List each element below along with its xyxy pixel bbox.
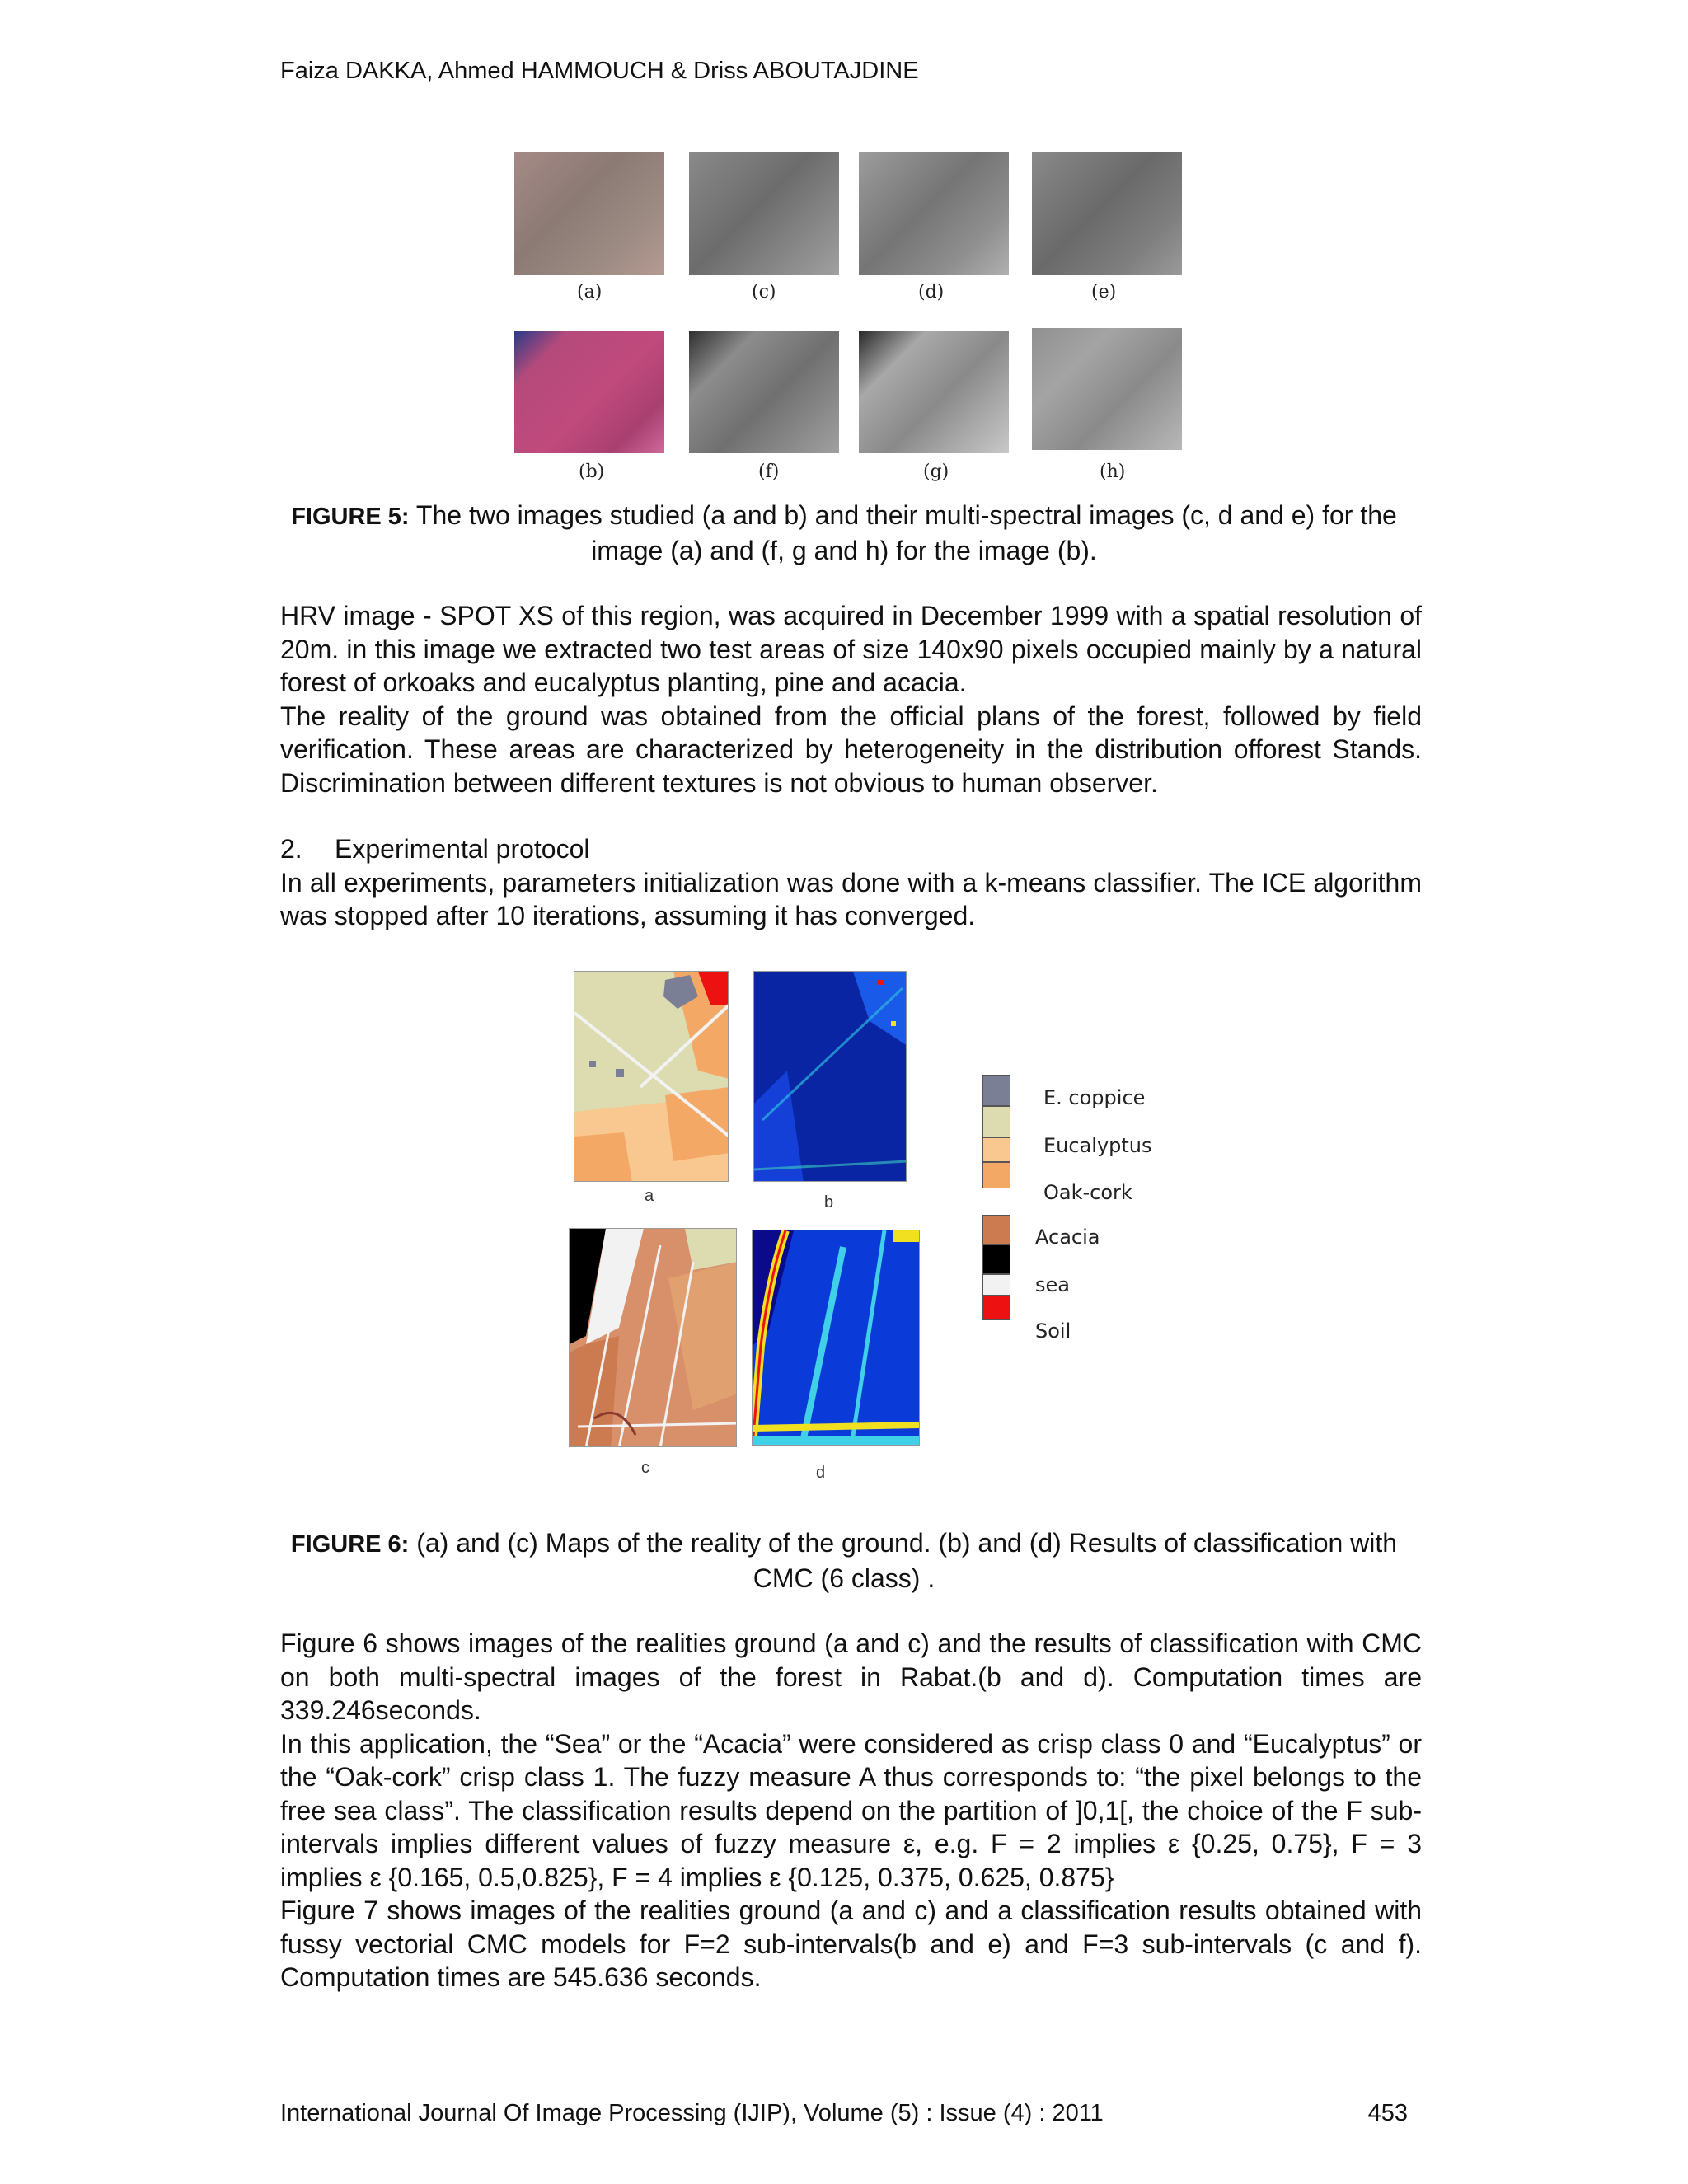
legend-label-eucalyptus: Eucalyptus [1043, 1134, 1152, 1157]
running-header: Faiza DAKKA, Ahmed HAMMOUCH & Driss ABOUTAJDINE [280, 58, 919, 84]
figure-6-caption [280, 1526, 1408, 1596]
page-number: 453 [1367, 2100, 1408, 2126]
legend-swatch-acacia [982, 1215, 1010, 1244]
figure-6-label-a: a [645, 1187, 654, 1205]
figure-5-label-a: (a) [577, 282, 603, 302]
map-d-graphic [753, 1230, 920, 1446]
paragraph-ground-reality: The reality of the ground was obtained from the official plans of the forest, followed by field verification. These areas are characterized by heterogeneity in the distribution offorest Stands. Discrimination between different textures is not obvious to human observer. [280, 701, 1422, 798]
legend-swatch-oak-cork [982, 1162, 1010, 1188]
figure-5-label-h: (h) [1100, 462, 1126, 482]
figure-6-label-c: c [641, 1459, 649, 1477]
figure-5-label-c: (c) [752, 282, 776, 302]
legend-swatch-eucalyptus [982, 1106, 1010, 1137]
figure-5-label-g: (g) [923, 462, 950, 482]
figure-5-image-f [689, 331, 839, 453]
figure-5-image-a [514, 152, 664, 275]
legend-label-e-coppice: E. coppice [1043, 1086, 1146, 1109]
figure-5-image-b [514, 331, 664, 453]
figure-6-caption-label: FIGURE 6: [290, 1531, 410, 1558]
map-c-graphic [570, 1229, 737, 1447]
figure-6-caption-text: (a) and (c) Maps of the reality of the ground. (b) and (d) Results of classification with CMC (6 class) . [409, 1528, 1398, 1593]
figure-5-caption-text: The two images studied (a and b) and their multi-spectral images (c, d and e) for the image (a) and (f, g and h) for the image (b). [409, 500, 1397, 565]
section-experimental-protocol [280, 832, 1422, 933]
paragraph-fuzzy-measure: In this application, the “Sea” or the “Acacia” were considered as crisp class 0 and “Eucalyptus” or the “Oak-cork” crisp class 1. The fuzzy measure A thus corresponds to: “the pixel belongs to the free sea class”. The classification results depend on the partition of ]0,1[, the choice of the F sub-intervals implies different values of fuzzy measure ε, e.g. F = 2 implies ε {0.25, 0.75}, F = 3 implies ε {0.165, 0.5,0.825}, F = 4 implies ε {0.125, 0.375, 0.625, 0.875} [280, 1728, 1422, 1892]
figure-5-caption-label: FIGURE 5: [291, 504, 410, 530]
paragraph-figure-7-description: Figure 7 shows images of the realities ground (a and c) and a classification results obtained with fussy vectorial CMC models for F=2 sub-intervals(b and e) and F=3 sub-intervals (c and f). Computation times are 545.636 seconds. [280, 1896, 1422, 1992]
figure-6-label-d: d [816, 1464, 826, 1482]
legend-label-soil: Soil [1035, 1319, 1071, 1343]
figure-5-image-d [859, 152, 1009, 275]
legend-swatch-white [982, 1274, 1010, 1296]
figure-5-image-e [1032, 152, 1182, 275]
figure-5-image-h [1032, 328, 1182, 450]
map-b-graphic [754, 972, 907, 1182]
legend-label-sea: sea [1035, 1273, 1070, 1296]
figure-5-image-c [689, 152, 839, 275]
figure-5-label-e: (e) [1091, 282, 1117, 302]
figure-6-map-d [752, 1230, 920, 1446]
journal-citation: International Journal Of Image Processing (IJIP), Volume (5) : Issue (4) : 2011 [280, 2100, 1104, 2126]
figure-5-label-d: (d) [918, 282, 945, 302]
section-title: Experimental protocol [335, 834, 590, 864]
figure-6-map-a [574, 971, 729, 1182]
section-number: 2. [280, 834, 302, 864]
body-paragraph-2 [280, 1627, 1422, 1994]
figure-5-image-g [859, 331, 1009, 453]
body-paragraph-1 [280, 599, 1422, 799]
legend-swatch-soil [982, 1296, 1010, 1320]
figure-6-map-c [569, 1228, 737, 1447]
section-text: In all experiments, parameters initialization was done with a k-means classifier. The ICE algorithm was stopped after 10 iterations, assuming it has converged. [280, 867, 1422, 930]
paragraph-figure-6-description: Figure 6 shows images of the realities ground (a and c) and the results of classification with CMC on both multi-spectral images of the forest in Rabat.(b and d). Computation times are 339.246seconds. [280, 1629, 1422, 1725]
paragraph-hrv-image: HRV image - SPOT XS of this region, was acquired in December 1999 with a spatial resolution of 20m. in this image we extracted two test areas of size 140x90 pixels occupied mainly by a natural forest of orkoaks and eucalyptus planting, pine and acacia. [280, 601, 1422, 697]
page-footer [280, 2100, 1408, 2127]
legend-swatch-e-coppice [982, 1075, 1010, 1106]
figure-5-caption [280, 499, 1408, 568]
figure-5-label-f: (f) [758, 462, 780, 482]
legend-swatch-light-orange [982, 1137, 1010, 1162]
figure-5-label-b: (b) [579, 462, 605, 482]
legend-label-acacia: Acacia [1035, 1226, 1100, 1249]
section-heading [280, 832, 1422, 866]
figure-6 [560, 964, 1187, 1492]
figure-5 [511, 148, 1195, 494]
legend-label-oak-cork: Oak-cork [1043, 1181, 1132, 1204]
figure-6-map-b [753, 971, 907, 1182]
legend-swatch-sea [982, 1244, 1010, 1274]
figure-6-label-b: b [824, 1193, 834, 1212]
map-a-graphic [574, 972, 729, 1182]
